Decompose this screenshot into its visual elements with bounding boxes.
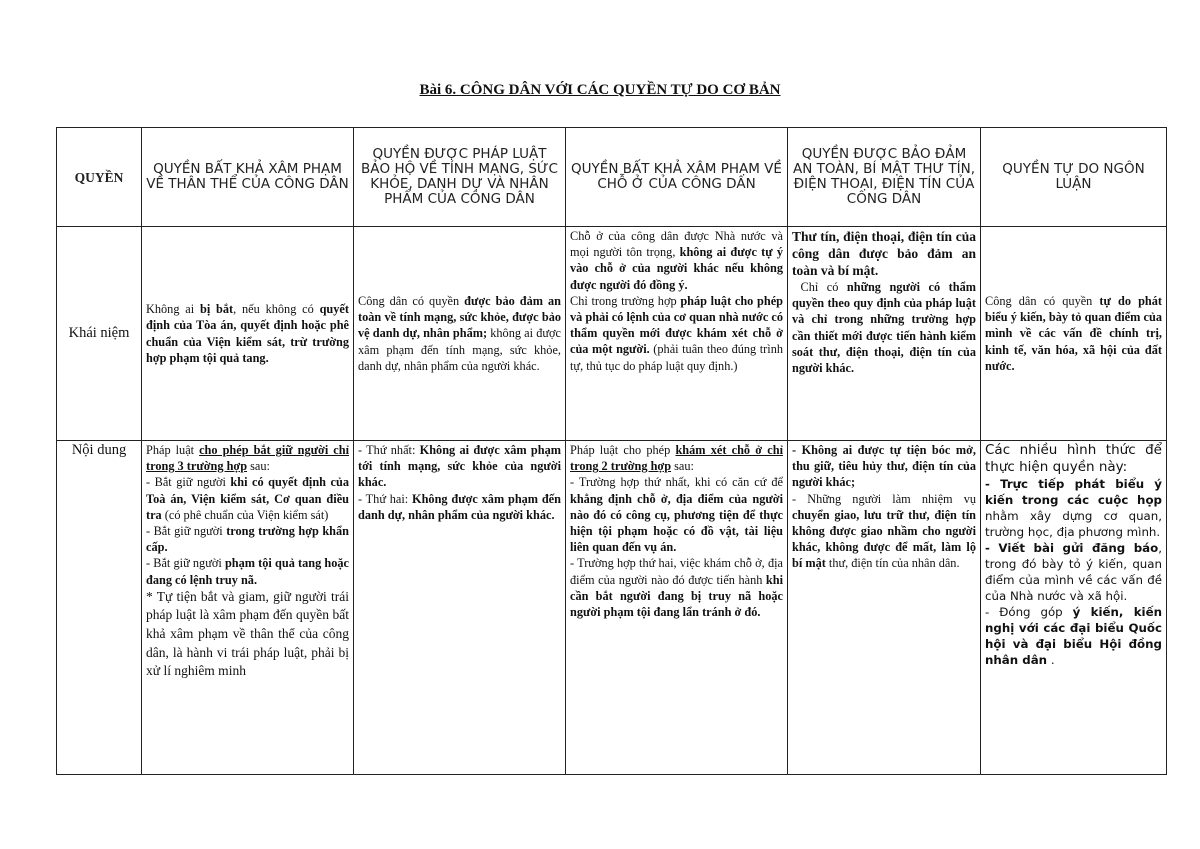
text: - Bắt giữ người <box>146 524 227 539</box>
text: * Tự tiện bắt và giam, giữ người trái pháp luật là xâm phạm đến quyền bất khả xâm phạm về thân thể của công dân, là hành vi trái pháp luật, phải bị xử lí nghiêm minh <box>146 588 349 679</box>
rights-table <box>56 127 1167 775</box>
concept-cell-2 <box>354 227 566 441</box>
text-bold-underline: khám xét chỗ ở chỉ trong 2 trường hợp <box>570 443 783 474</box>
text: không ai được xâm phạm đến tính mạng, sức khỏe, danh dự, nhân phẩm của người khác. <box>358 326 561 373</box>
text: sau: <box>247 459 270 474</box>
concept-label: Khái niệm <box>57 227 142 441</box>
text-bold: những người có thẩm quyền theo quy định của pháp luật và chỉ trong những trường hợp cần thiết mới được tiến hành kiểm soát thư, điện thoại, điện tín của người khác. <box>792 280 976 376</box>
text: Chỉ trong trường hợp <box>570 293 681 308</box>
text: Pháp luật cho phép <box>570 443 676 457</box>
header-col-4: QUYỀN ĐƯỢC BẢO ĐẢM AN TOÀN, BÍ MẬT THƯ TÍN, ĐIỆN THOẠI, ĐIỆN TÍN CỦA CÔNG DÂN <box>788 128 981 227</box>
text: sau: <box>671 459 694 474</box>
header-col-1: QUYỀN BẤT KHẢ XÂM PHẠM VỀ THÂN THỂ CỦA CÔNG DÂN <box>142 128 354 227</box>
text: thư, điện tín của nhân dân. <box>825 556 960 571</box>
header-col-2: QUYỀN ĐƯỢC PHÁP LUẬT BẢO HỘ VỀ TÍNH MẠNG, SỨC KHỎE, DANH DỰ VÀ NHÂN PHẨM CỦA CÔNG DÂN <box>354 128 566 227</box>
text: - Trường hợp thứ hai, việc khám chỗ ở, địa điểm của người nào đó được tiến hành <box>570 556 783 587</box>
text: Chỉ có <box>800 280 847 294</box>
concept-row <box>57 227 1167 441</box>
text: Pháp luật <box>146 443 200 457</box>
text-bold: trong trường hợp khẩn cấp. <box>146 524 349 555</box>
text-bold: được bảo đảm an toàn về tính mạng, sức khỏe, được bảo vệ danh dự, nhân phẩm; <box>358 293 562 341</box>
text-bold: quyết định của Tòa án, quyết định hoặc phê chuẩn của Viện kiểm sát, trừ trường hợp phạm tội quả tang. <box>146 302 349 365</box>
text-bold: không ai được tự ý vào chỗ ở của người khác nếu không được người đó đồng ý. <box>570 245 783 292</box>
concept-cell-1 <box>142 227 354 441</box>
text: - Đóng góp <box>985 605 1073 619</box>
text: - Trường hợp thứ nhất, khi có căn cứ để <box>570 475 783 490</box>
concept-cell-3 <box>566 227 788 441</box>
text-bold: Thư tín, điện thoại, điện tín của công dân được bảo đảm an toàn và bí mật. <box>792 229 976 278</box>
text: Không ai <box>146 302 200 317</box>
text-bold: - Viết bài gửi đăng báo <box>985 541 1159 555</box>
content-row <box>57 441 1167 775</box>
text-bold: tự do phát biểu ý kiến, bày tỏ quan điểm của mình về các vấn đề chính trị, kinh tế, văn hóa, xã hội của đất nước. <box>985 293 1162 373</box>
concept-cell-4 <box>788 227 981 441</box>
text: - Thứ nhất: <box>358 443 420 457</box>
content-cell-5 <box>981 441 1167 775</box>
header-rowhead: QUYỀN <box>57 128 142 227</box>
text: nhằm xây dựng cơ quan, trường học, địa phương mình. <box>985 509 1162 539</box>
header-col-5: QUYỀN TỰ DO NGÔN LUẬN <box>981 128 1167 227</box>
text: Chỗ ở của công dân được Nhà nước và mọi người tôn trọng, <box>570 229 783 260</box>
text: - Bắt giữ người <box>146 556 225 571</box>
text: (có phê chuẩn của Viện kiểm sát) <box>161 507 329 522</box>
text-bold: Không ai được xâm phạm tới tính mạng, sức khỏe của người khác. <box>358 443 562 490</box>
text-bold: pháp luật cho phép và phải có lệnh của cơ quan nhà nước có thẩm quyền mới được khám xét chỗ ở của một người. <box>570 293 784 357</box>
text: . <box>1047 653 1055 667</box>
text-bold: Không được xâm phạm đến danh dự, nhân phẩm của người khác. <box>358 491 561 522</box>
text-bold: chuyển giao, lưu trữ thư, điện tín không được giao nhầm cho người khác, không được để mất, làm lộ bí mật <box>792 507 976 571</box>
content-cell-2 <box>354 441 566 775</box>
text: - Thứ hai: <box>358 491 413 506</box>
content-cell-4 <box>788 441 981 775</box>
text: Công dân có quyền <box>985 293 1100 308</box>
text: , trong đó bày tỏ ý kiến, quan điểm của mình về các vấn đề của Nhà nước và xã hội. <box>985 541 1162 603</box>
text: (phải tuân theo đúng trình tự, thủ tục do pháp luật quy định.) <box>570 342 783 373</box>
content-label: Nội dung <box>57 441 142 775</box>
text: - Những người làm nhiệm vụ <box>792 491 976 506</box>
text-bold: phạm tội quả tang hoặc đang có lệnh truy nã. <box>146 556 349 587</box>
text-bold: - Trực tiếp phát biểu ý kiến trong các cuộc họp <box>985 477 1162 507</box>
text: , nếu không có <box>233 302 320 317</box>
text-bold: khi có quyết định của Toà án, Viện kiểm sát, Cơ quan điều tra <box>146 475 349 522</box>
text: Công dân có quyền <box>358 293 465 308</box>
text: Các nhiều hình thức để thực hiện quyền này: <box>985 442 1162 475</box>
text-bold-underline: cho phép bắt giữ người chỉ trong 3 trường hợp <box>146 443 349 474</box>
text-bold: - Không ai được tự tiện bóc mở, thu giữ, tiêu hủy thư, điện tín của người khác; <box>792 443 976 490</box>
text-bold: khi cần bắt người đang bị truy nã hoặc người phạm tội đang lẩn tránh ở đó. <box>570 572 783 620</box>
header-row <box>57 128 1167 227</box>
concept-cell-5 <box>981 227 1167 441</box>
text: - Bắt giữ người <box>146 475 231 490</box>
page-title: Bài 6. CÔNG DÂN VỚI CÁC QUYỀN TỰ DO CƠ BẢN <box>419 82 781 98</box>
header-col-3: QUYỀN BẤT KHẢ XÂM PHẠM VỀ CHỖ Ở CỦA CÔNG DÂN <box>566 128 788 227</box>
text-bold: khẳng định chỗ ở, địa điểm của người nào đó có công cụ, phương tiện để thực hiện tội phạm hoặc có đồ vật, tài liệu liên quan đến vụ án. <box>570 491 783 555</box>
text-bold: bị bắt <box>199 302 234 317</box>
content-cell-3 <box>566 441 788 775</box>
text-bold: ý kiến, kiến nghị với các đại biểu Quốc hội và đại biểu Hội đồng nhân dân <box>985 605 1162 667</box>
content-cell-1 <box>142 441 354 775</box>
